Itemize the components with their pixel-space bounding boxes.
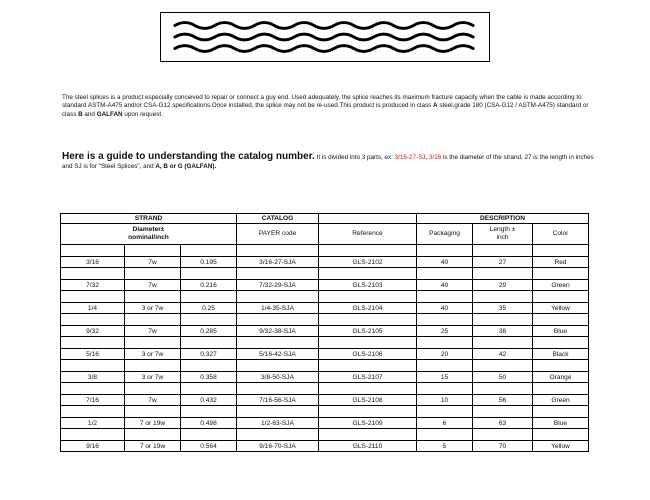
cell-reference: GLS-2104 (319, 303, 417, 314)
spacer-cell (237, 337, 319, 349)
cell-payer-code: 7/32-29-SJA (237, 280, 319, 291)
guide-text: , (425, 154, 429, 161)
cell-diameter: 7/16 (61, 395, 125, 406)
cell-wire: 7w (125, 326, 181, 337)
spacer-cell (417, 383, 473, 395)
spacer-cell (61, 406, 125, 418)
table-row (61, 372, 589, 383)
spacer-cell (417, 245, 473, 257)
spacer-cell (125, 291, 181, 303)
spacer-cell (417, 360, 473, 372)
cell-packaging: 40 (417, 280, 473, 291)
table-row (61, 303, 589, 314)
header-color: Color (533, 224, 589, 245)
spacer-cell (533, 406, 589, 418)
cell-diameter: 3/8 (61, 372, 125, 383)
spacer-cell (125, 429, 181, 441)
spacer-cell (473, 291, 533, 303)
cell-diameter: 1/2 (61, 418, 125, 429)
spacer-cell (125, 406, 181, 418)
spacer-cell (61, 314, 125, 326)
intro-text: The steel splices is a product especially conceived to repair or connect a guy end. Used adequately, the splice reaches its maximum fracture capacity when the cable is made according to standard ASTM-A475 and/or CSA-G12 specifications.Once installed, the splice may not be re-used.This product is produced in class (62, 94, 582, 110)
spacer-cell (181, 291, 237, 303)
cell-diameter: 9/32 (61, 326, 125, 337)
cell-length: 63 (473, 418, 533, 429)
spacer-cell (61, 383, 125, 395)
cell-color: Blue (533, 326, 589, 337)
table-row (61, 349, 589, 360)
cell-wire: 3 or 7w (125, 349, 181, 360)
cell-reference: GLS-2103 (319, 280, 417, 291)
spacer-cell (473, 429, 533, 441)
cell-diameter: 1/4 (61, 303, 125, 314)
spacer-cell (319, 291, 417, 303)
cell-packaging: 10 (417, 395, 473, 406)
spacer-cell (417, 429, 473, 441)
guide-heading: Here is a guide to understanding the catalog number. (62, 151, 315, 162)
cell-wire: 7 or 19w (125, 418, 181, 429)
cell-reference: GLS-2106 (319, 349, 417, 360)
spacer-cell (417, 268, 473, 280)
cell-packaging: 40 (417, 303, 473, 314)
catalog-body (61, 245, 589, 452)
cell-color: Green (533, 395, 589, 406)
cell-decimal: 0.358 (181, 372, 237, 383)
guide-text: is the diameter of the strand, 27 is the length in inches and SJ is for "Steel Splices", and (62, 154, 594, 170)
spacer-cell (61, 291, 125, 303)
intro-text: and (82, 110, 97, 118)
cell-color: Green (533, 280, 589, 291)
table-row (61, 418, 589, 429)
cell-payer-code: 3/16-27-SJA (237, 257, 319, 268)
header-length: Length ± inch (473, 224, 533, 245)
cell-payer-code: 5/16-42-SJA (237, 349, 319, 360)
spacer-cell (319, 314, 417, 326)
spacer-cell (61, 268, 125, 280)
spacer-cell (319, 245, 417, 257)
header-reference: Reference (319, 224, 417, 245)
cell-reference: GLS-2110 (319, 441, 417, 452)
cell-length: 42 (473, 349, 533, 360)
cell-decimal: 0.327 (181, 349, 237, 360)
spacer-cell (61, 360, 125, 372)
spacer-cell (533, 360, 589, 372)
header-payer-code: PAYER code (237, 224, 319, 245)
spacer-cell (319, 337, 417, 349)
spacer-cell (417, 406, 473, 418)
spacer-cell (61, 337, 125, 349)
cell-packaging: 25 (417, 326, 473, 337)
guide-classes: A, B or G (GALFAN). (155, 163, 217, 170)
table-row (61, 257, 589, 268)
header-diameter: Diameter± nominal/inch (61, 224, 237, 245)
cell-length: 27 (473, 257, 533, 268)
cell-color: Blue (533, 418, 589, 429)
spacer-cell (473, 383, 533, 395)
spacer-cell (237, 429, 319, 441)
guide-text: It is divided into 3 parts, ex: (314, 154, 395, 161)
spacer-cell (125, 360, 181, 372)
spacer-cell (319, 360, 417, 372)
cell-length: 70 (473, 441, 533, 452)
splice-illustration (160, 12, 490, 62)
spacer-cell (125, 268, 181, 280)
cell-diameter: 3/16 (61, 257, 125, 268)
spacer-cell (417, 291, 473, 303)
cell-diameter: 5/16 (61, 349, 125, 360)
cell-decimal: 0.564 (181, 441, 237, 452)
spacer-cell (181, 406, 237, 418)
group-catalog: CATALOG (237, 214, 319, 224)
table-spacer-row (61, 337, 589, 349)
spacer-cell (125, 337, 181, 349)
table-row (61, 326, 589, 337)
cell-payer-code: 3/8-50-SJA (237, 372, 319, 383)
spacer-cell (533, 291, 589, 303)
spacer-cell (533, 429, 589, 441)
spacer-cell (533, 245, 589, 257)
spacer-cell (181, 360, 237, 372)
cell-payer-code: 9/16-70-SJA (237, 441, 319, 452)
cell-decimal: 0.432 (181, 395, 237, 406)
cell-packaging: 20 (417, 349, 473, 360)
spacer-cell (181, 314, 237, 326)
spacer-cell (237, 406, 319, 418)
spacer-cell (533, 268, 589, 280)
table-spacer-row (61, 245, 589, 257)
spacer-cell (319, 429, 417, 441)
spacer-cell (473, 360, 533, 372)
spacer-cell (473, 314, 533, 326)
cell-wire: 3 or 7w (125, 372, 181, 383)
cell-payer-code: 9/32-38-SJA (237, 326, 319, 337)
cell-payer-code: 1/4-35-SJA (237, 303, 319, 314)
cell-payer-code: 1/2-63-SJA (237, 418, 319, 429)
example-diameter: 3/16 (428, 154, 442, 161)
group-description: DESCRIPTION (417, 214, 589, 224)
spacer-cell (533, 314, 589, 326)
cell-reference: GLS-2105 (319, 326, 417, 337)
spacer-cell (181, 245, 237, 257)
cell-length: 35 (473, 303, 533, 314)
table-spacer-row (61, 268, 589, 280)
header-packaging: Packaging (417, 224, 473, 245)
class-b: B (78, 110, 83, 118)
helical-splice-drawing (161, 13, 489, 61)
cell-diameter: 7/32 (61, 280, 125, 291)
cell-packaging: 5 (417, 441, 473, 452)
cell-decimal: 0.25 (181, 303, 237, 314)
cell-packaging: 6 (417, 418, 473, 429)
table-spacer-row (61, 429, 589, 441)
spacer-cell (125, 245, 181, 257)
catalog-table (60, 213, 589, 452)
spacer-cell (473, 245, 533, 257)
cell-length: 38 (473, 326, 533, 337)
spacer-cell (181, 383, 237, 395)
splice-strand-1 (175, 23, 473, 29)
spacer-cell (237, 245, 319, 257)
cell-wire: 7w (125, 257, 181, 268)
cell-reference: GLS-2109 (319, 418, 417, 429)
spacer-cell (417, 314, 473, 326)
table-row (61, 441, 589, 452)
table-spacer-row (61, 291, 589, 303)
intro-paragraph (62, 94, 592, 119)
spacer-cell (319, 268, 417, 280)
spacer-cell (533, 337, 589, 349)
spacer-cell (125, 383, 181, 395)
class-a: A (433, 102, 438, 110)
spacer-cell (61, 245, 125, 257)
intro-text: upon request. (122, 110, 163, 118)
cell-packaging: 40 (417, 257, 473, 268)
table-spacer-row (61, 314, 589, 326)
cell-diameter: 9/16 (61, 441, 125, 452)
spacer-cell (417, 337, 473, 349)
spacer-cell (473, 337, 533, 349)
group-blank (319, 214, 417, 224)
cell-packaging: 15 (417, 372, 473, 383)
cell-color: Red (533, 257, 589, 268)
spacer-cell (181, 429, 237, 441)
cell-decimal: 0.216 (181, 280, 237, 291)
spacer-cell (181, 268, 237, 280)
splice-strand-2 (175, 34, 473, 40)
cell-payer-code: 7/16-56-SJA (237, 395, 319, 406)
cell-color: Orange (533, 372, 589, 383)
group-strand: STRAND (61, 214, 237, 224)
cell-color: Yellow (533, 303, 589, 314)
table-spacer-row (61, 406, 589, 418)
spacer-cell (237, 360, 319, 372)
cell-length: 29 (473, 280, 533, 291)
cell-length: 56 (473, 395, 533, 406)
spacer-cell (237, 383, 319, 395)
cell-reference: GLS-2108 (319, 395, 417, 406)
spacer-cell (237, 314, 319, 326)
cell-wire: 7w (125, 395, 181, 406)
cell-reference: GLS-2107 (319, 372, 417, 383)
cell-decimal: 0.498 (181, 418, 237, 429)
spacer-cell (319, 383, 417, 395)
spacer-cell (237, 268, 319, 280)
cell-wire: 3 or 7w (125, 303, 181, 314)
spacer-cell (237, 291, 319, 303)
spacer-cell (319, 406, 417, 418)
cell-decimal: 0.195 (181, 257, 237, 268)
spacer-cell (473, 268, 533, 280)
spacer-cell (473, 406, 533, 418)
cell-length: 50 (473, 372, 533, 383)
cell-wire: 7w (125, 280, 181, 291)
table-spacer-row (61, 360, 589, 372)
table-spacer-row (61, 383, 589, 395)
splice-strand-3 (175, 46, 473, 52)
cell-color: Yellow (533, 441, 589, 452)
intro-text: steel,grade 180 (CSA-G12 / ASTM-A475) standard or class (62, 102, 589, 118)
cell-decimal: 0.285 (181, 326, 237, 337)
example-code: 3/16-27-SJ (394, 154, 426, 161)
spacer-cell (181, 337, 237, 349)
spacer-cell (61, 429, 125, 441)
spacer-cell (125, 314, 181, 326)
class-galfan: GALFAN (96, 110, 123, 118)
spacer-cell (533, 383, 589, 395)
cell-reference: GLS-2102 (319, 257, 417, 268)
table-row (61, 395, 589, 406)
catalog-guide (62, 152, 602, 171)
cell-wire: 7 or 19w (125, 441, 181, 452)
table-row (61, 280, 589, 291)
cell-color: Black (533, 349, 589, 360)
